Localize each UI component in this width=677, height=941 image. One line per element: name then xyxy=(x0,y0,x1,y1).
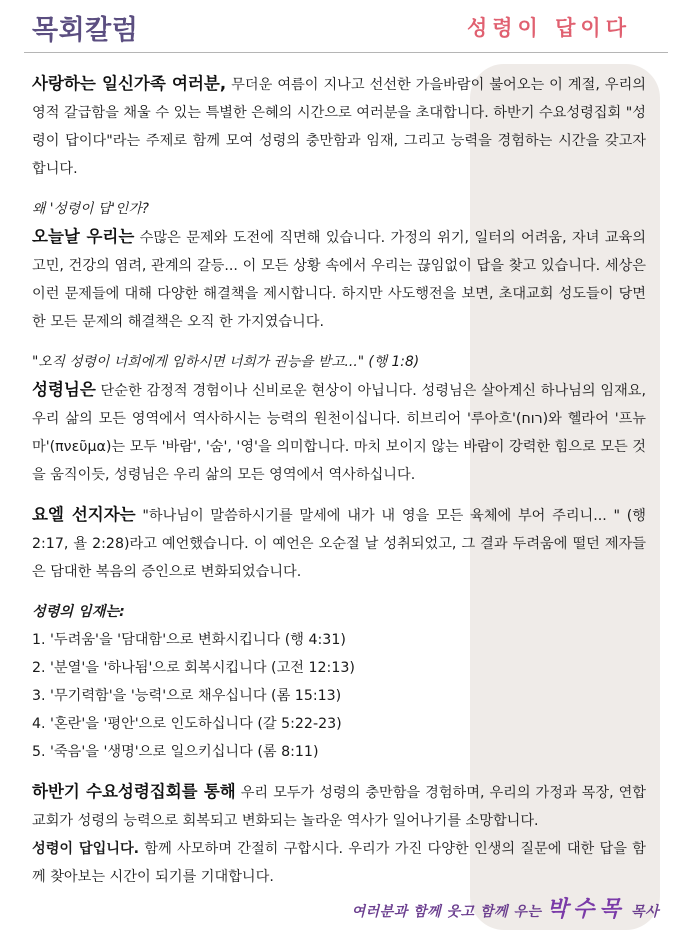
final-text: 함께 사모하며 간절히 구합시다. 우리가 가진 다양한 인생의 질문에 대한 답을 함께 찾아보는 시간이 되기를 기대합니다. xyxy=(32,841,646,885)
list-item: 4. '혼란'을 '평안'으로 인도하십니다 (갈 5:22-23) xyxy=(32,716,342,732)
closing-text: 우리 모두가 성령의 충만함을 경험하며, 우리의 가정과 목장, 연합교회가 성령의 능력으로 회복되고 변화되는 놀라운 역사가 일어나기를 소망합니다. xyxy=(32,785,646,829)
signature-prefix: 여러분과 함께 웃고 함께 우는 xyxy=(351,904,547,920)
author-signature xyxy=(352,892,659,923)
intro-text: 무더운 여름이 지나고 선선한 가을바람이 불어오는 이 계절, 우리의 영적 갈급함을 채울 수 있는 특별한 은혜의 시간으로 여러분을 초대합니다. 하반기 수요성령집회 "성령이 답이다"라는 주제로 함께 모여 성령의 충만함과 임재, 그리고 능력을 경험하는 시간을 갖고자 합니다. xyxy=(32,77,646,177)
spirit-lead: 성령님은 xyxy=(32,380,96,399)
list-item: 1. '두려움'을 '담대함'으로 변화시킵니다 (행 4:31) xyxy=(32,632,346,648)
list-item: 2. '분열'을 '하나됨'으로 회복시킵니다 (고전 12:13) xyxy=(32,660,355,676)
joel-text: "하나님이 말씀하시기를 말세에 내가 내 영을 모든 육체에 부어 주리니... " (행 2:17, 욜 2:28)라고 예언했습니다. 이 예언은 오순절 날 성취되었고, 그 결과 두려움에 떨던 제자들은 담대한 복음의 증인으로 변화되었습니다. xyxy=(32,508,646,580)
closing-paragraph xyxy=(32,778,646,835)
joel-paragraph xyxy=(32,501,646,586)
column-title: 목회칼럼 xyxy=(32,15,139,46)
joel-lead: 요엘 선지자는 xyxy=(32,505,136,524)
presence-heading: 성령의 임재는: xyxy=(32,604,125,620)
spirit-text: 단순한 감정적 경험이나 신비로운 현상이 아닙니다. 성령님은 살아계신 하나님의 임재요, 우리 삶의 모든 영역에서 역사하시는 능력의 원천이십니다. 히브리어 '루아흐'(רוח)와 헬라어 '프뉴마'(πνεῦμα)는 모두 '바람', '숨', '영'을 의미합니다. 마치 보이지 않는 바람이 강력한 힘으로 모든 것을 움직이듯, 성령님은 우리 삶의 모든 영역에서 역사하십니다. xyxy=(32,383,646,483)
column-body xyxy=(32,70,646,891)
closing-lead: 하반기 수요성령집회를 통해 xyxy=(32,782,236,801)
final-lead: 성령이 답입니다. xyxy=(32,841,140,857)
column-subtitle: 성령이 답이다 xyxy=(466,16,631,40)
why-text: 수많은 문제와 도전에 직면해 있습니다. 가정의 위기, 일터의 어려움, 자녀 교육의 고민, 건강의 염려, 관계의 갈등... 이 모든 상황 속에서 우리는 끊임없이 답을 찾고 있습니다. 세상은 이런 문제들에 대해 다양한 해결책을 제시합니다. 하지만 사도행전을 보면, 초대교회 성도들이 당면한 모든 문제의 해결책은 오직 한 가지였습니다. xyxy=(32,230,646,330)
column-header xyxy=(0,0,677,54)
header-divider xyxy=(24,52,668,53)
spirit-paragraph xyxy=(32,376,646,489)
presence-list xyxy=(32,626,646,766)
why-paragraph xyxy=(32,223,646,336)
final-paragraph xyxy=(32,835,646,891)
author-role: 목사 xyxy=(630,904,659,920)
why-lead: 오늘날 우리는 xyxy=(32,227,135,246)
scripture-quote: "오직 성령이 너희에게 임하시면 너희가 권능을 받고..." (행 1:8) xyxy=(32,354,420,370)
author-name: 박수목 xyxy=(546,897,626,922)
list-item: 3. '무기력함'을 '능력'으로 채우십니다 (롬 15:13) xyxy=(32,688,342,704)
intro-lead: 사랑하는 일신가족 여러분, xyxy=(32,74,227,93)
list-item: 5. '죽음'을 '생명'으로 일으키십니다 (롬 8:11) xyxy=(32,744,319,760)
why-heading: 왜 '성령이 답'인가? xyxy=(32,201,149,217)
intro-paragraph xyxy=(32,70,646,183)
